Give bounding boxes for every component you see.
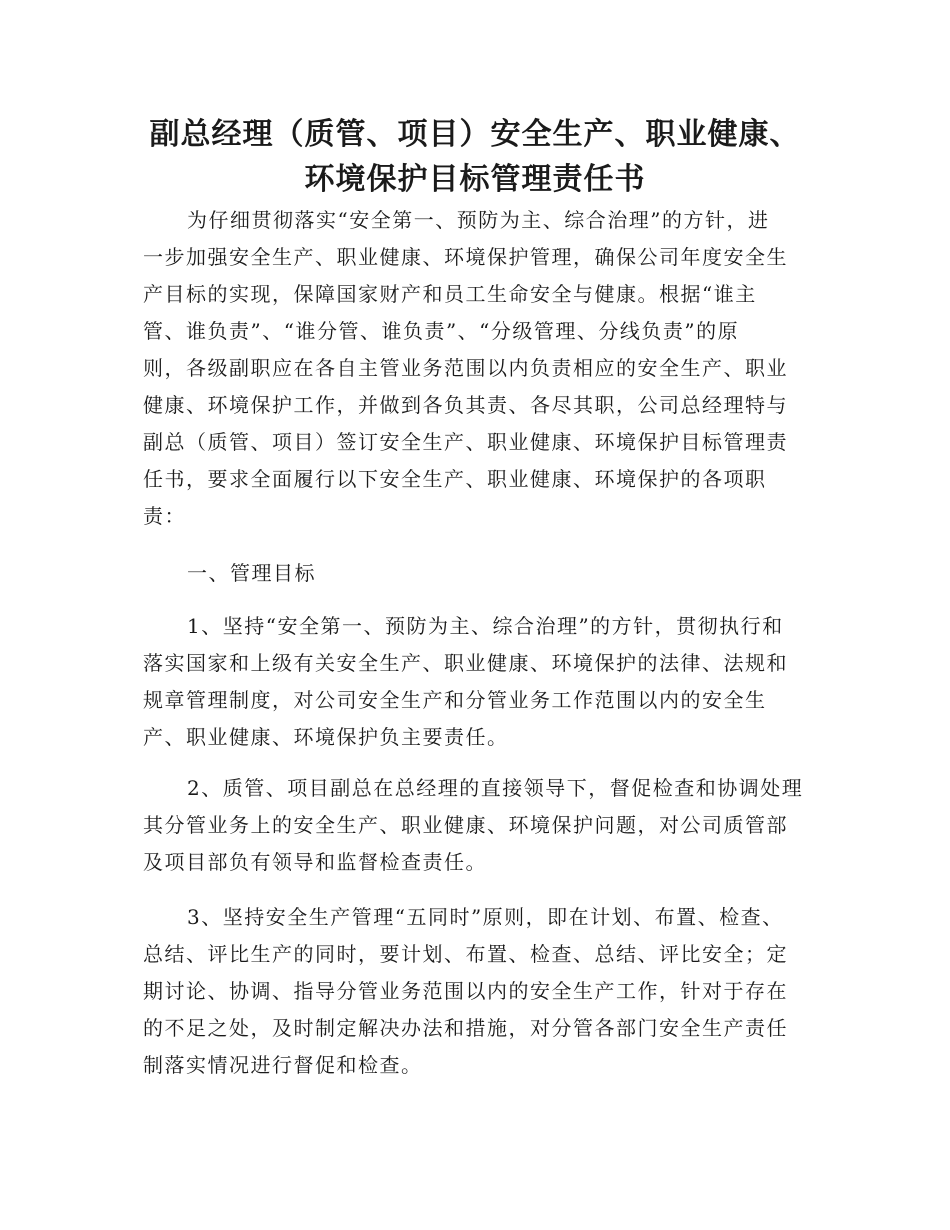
title-line-1: 副总经理（质管、项目）安全生产、职业健康、 [149,117,801,152]
body-line: 责： [143,504,186,528]
body-line: 期讨论、协调、指导分管业务范围以内的安全生产工作，针对于存在 [143,979,788,1003]
section-heading: 一、管理目标 [187,561,316,585]
body-line: 2、质管、项目副总在总经理的直接领导下，督促检查和协调处理 [187,776,804,800]
body-line: 制落实情况进行督促和检查。 [143,1053,423,1077]
body-line: 副总（质管、项目）签订安全生产、职业健康、环境保护目标管理责 [143,430,788,454]
body-line: 落实国家和上级有关安全生产、职业健康、环境保护的法律、法规和 [143,651,788,675]
title-line-2: 环境保护目标管理责任书 [304,162,646,197]
document-title [120,112,830,202]
body-line: 及项目部负有领导和监督检查责任。 [143,850,487,874]
body-line: 其分管业务上的安全生产、职业健康、环境保护问题，对公司质管部 [143,813,788,837]
body-line: 一步加强安全生产、职业健康、环境保护管理，确保公司年度安全生 [143,245,788,269]
body-line: 健康、环境保护工作，并做到各负其责、各尽其职，公司总经理特与 [143,393,788,417]
body-line: 3、坚持安全生产管理“五同时”原则，即在计划、布置、检查、 [187,905,784,929]
body-line: 规章管理制度，对公司安全生产和分管业务工作范围以内的安全生 [143,688,767,712]
body-line: 管、谁负责”、“谁分管、谁负责”、“分级管理、分线负责”的原 [143,319,740,343]
body-line: 则，各级副职应在各自主管业务范围以内负责相应的安全生产、职业 [143,356,788,380]
body-line: 任书，要求全面履行以下安全生产、职业健康、环境保护的各项职 [143,467,767,491]
body-line: 为仔细贯彻落实“安全第一、预防为主、综合治理”的方针，进 [187,208,770,232]
body-line: 产、职业健康、环境保护负主要责任。 [143,725,509,749]
body-line: 1、坚持“安全第一、预防为主、综合治理”的方针，贯彻执行和 [187,614,784,638]
body-line: 的不足之处，及时制定解决办法和措施，对分管各部门安全生产责任 [143,1016,788,1040]
body-line: 产目标的实现，保障国家财产和员工生命安全与健康。根据“谁主 [143,282,757,306]
body-line: 总结、评比生产的同时，要计划、布置、检查、总结、评比安全；定 [143,942,788,966]
